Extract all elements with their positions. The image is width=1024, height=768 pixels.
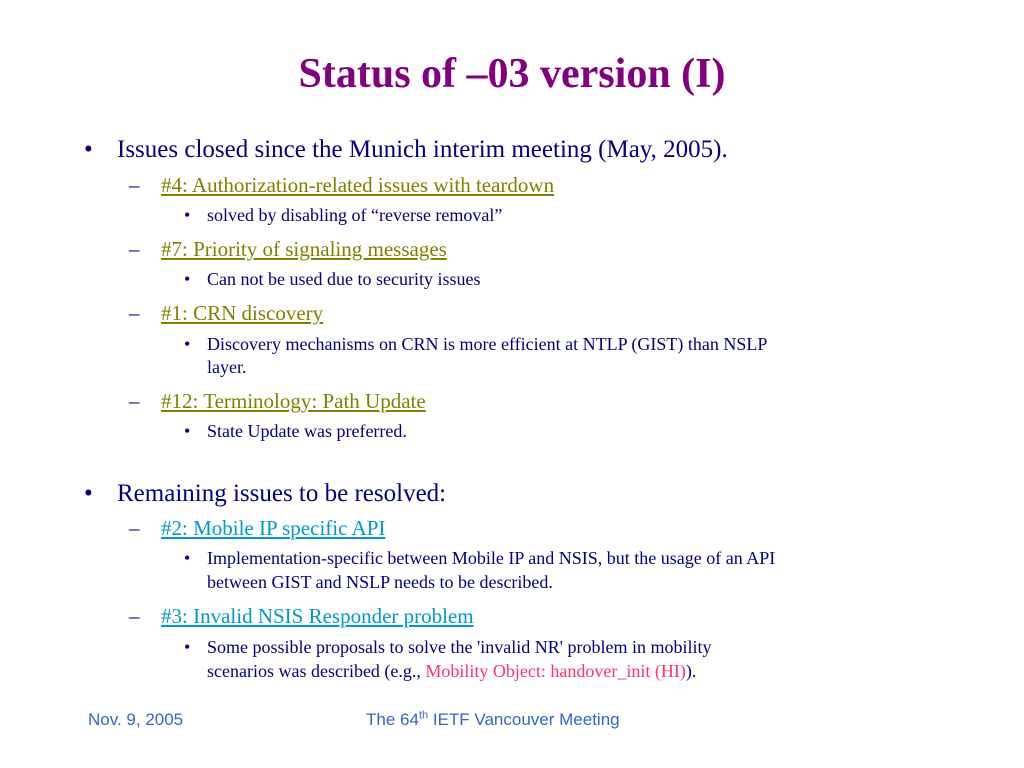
slide-title: Status of –03 version (I) <box>298 51 726 97</box>
dash-icon: – <box>129 604 140 628</box>
issue-link-12[interactable]: #12: Terminology: Path Update <box>161 389 426 413</box>
footer-meeting-sup: th <box>418 709 429 722</box>
footer-meeting-post: IETF Vancouver Meeting <box>428 710 620 729</box>
footer-date: Nov. 9, 2005 <box>88 710 184 729</box>
issue-note-2-line1: Implementation-specific between Mobile IP and NSIS, but the usage of an API <box>207 548 776 568</box>
mobility-object-reference: Mobility Object: handover_init (HI) <box>425 661 686 681</box>
issue-note-12: State Update was preferred. <box>207 421 407 441</box>
issue-note-3-line1: Some possible proposals to solve the 'invalid NR' problem in mobility <box>207 637 712 657</box>
bullet-icon: • <box>184 548 191 568</box>
dash-icon: – <box>129 237 140 261</box>
dash-icon: – <box>129 173 140 197</box>
footer-meeting-pre: The 64 <box>366 710 419 729</box>
issue-link-2[interactable]: #2: Mobile IP specific API <box>161 516 386 540</box>
issue-link-3[interactable]: #3: Invalid NSIS Responder problem <box>161 604 474 628</box>
dash-icon: – <box>129 301 140 325</box>
section-heading-remaining: Remaining issues to be resolved: <box>117 480 447 507</box>
bullet-icon: • <box>184 334 191 354</box>
bullet-icon: • <box>184 205 191 225</box>
bullet-icon: • <box>84 480 93 507</box>
bullet-icon: • <box>184 637 191 657</box>
dash-icon: – <box>129 389 140 413</box>
dash-icon: – <box>129 516 140 540</box>
issue-note-2-line2: between GIST and NSLP needs to be described. <box>207 572 553 592</box>
issue-note-4: solved by disabling of “reverse removal” <box>207 205 503 225</box>
issue-link-4[interactable]: #4: Authorization-related issues with teardown <box>161 173 555 197</box>
section-heading-closed: Issues closed since the Munich interim meeting (May, 2005). <box>117 136 728 163</box>
issue-link-7[interactable]: #7: Priority of signaling messages <box>161 237 447 261</box>
issue-note-3-post: ). <box>685 661 697 681</box>
issue-note-7: Can not be used due to security issues <box>207 269 481 289</box>
issue-link-1[interactable]: #1: CRN discovery <box>161 301 324 325</box>
issue-note-3-pre: scenarios was described (e.g., <box>207 661 426 681</box>
bullet-icon: • <box>84 136 93 163</box>
issue-note-3-line2 <box>207 660 696 683</box>
issue-note-1-line1: Discovery mechanisms on CRN is more efficient at NTLP (GIST) than NSLP <box>207 334 768 354</box>
issue-note-1-line2: layer. <box>207 357 247 377</box>
footer-meeting <box>366 709 620 731</box>
bullet-icon: • <box>184 269 191 289</box>
bullet-icon: • <box>184 421 191 441</box>
